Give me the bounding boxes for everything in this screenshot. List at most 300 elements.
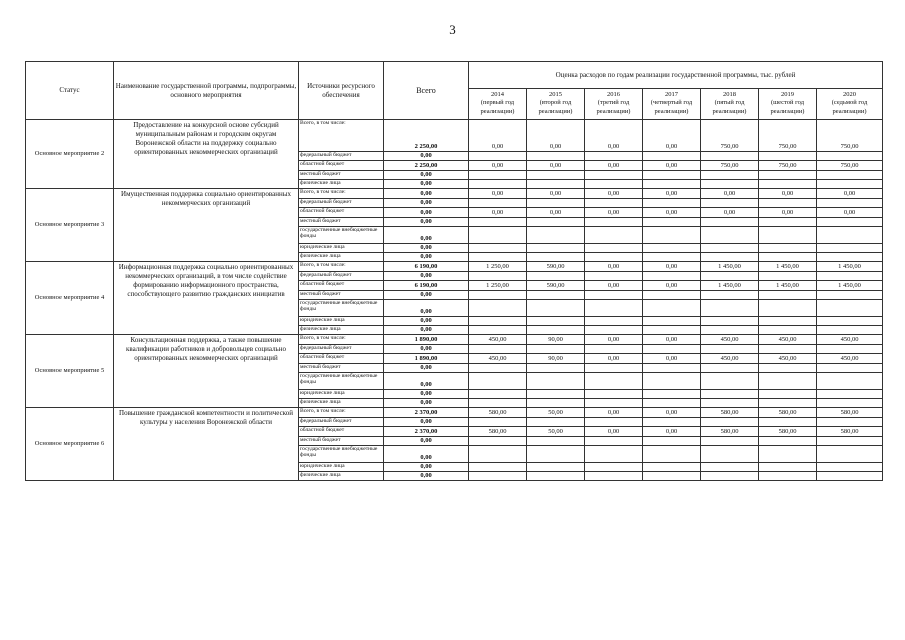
total-cell: 0,00	[384, 437, 469, 446]
total-cell: 0,00	[384, 291, 469, 300]
year-label: (первый год реализации)	[480, 99, 515, 115]
year-value-cell: 50,00	[527, 427, 585, 437]
year-value-cell	[469, 199, 527, 208]
year-value-cell: 0,00	[469, 189, 527, 199]
year-value-cell	[469, 253, 527, 262]
year-value-cell	[759, 199, 817, 208]
total-cell: 0,00	[384, 272, 469, 281]
year-value-cell	[585, 437, 643, 446]
total-cell: 0,00	[384, 472, 469, 481]
page-number: 3	[449, 22, 456, 37]
year-value-cell	[817, 227, 883, 244]
year-value-cell	[527, 244, 585, 253]
year-value-cell: 750,00	[759, 120, 817, 152]
source-cell: Всего, в том числе:	[299, 120, 384, 152]
total-cell: 0,00	[384, 199, 469, 208]
budget-table	[25, 61, 883, 481]
status-cell: Основное мероприятие 3	[26, 189, 114, 262]
source-cell: Всего, в том числе:	[299, 262, 384, 272]
year-value-cell: 450,00	[469, 354, 527, 364]
year-value-cell	[817, 418, 883, 427]
total-cell: 0,00	[384, 208, 469, 218]
total-cell: 0,00	[384, 446, 469, 463]
year-number: 2015	[549, 91, 562, 98]
year-value-cell	[527, 472, 585, 481]
year-value-cell	[527, 253, 585, 262]
year-value-cell: 0,00	[585, 120, 643, 152]
year-value-cell	[759, 300, 817, 317]
source-cell: областной бюджет	[299, 208, 384, 218]
year-value-cell	[643, 472, 701, 481]
year-value-cell	[817, 399, 883, 408]
year-value-cell	[817, 364, 883, 373]
year-value-cell	[759, 218, 817, 227]
year-value-cell	[469, 373, 527, 390]
year-label: (седьмой год реализации)	[831, 99, 868, 115]
year-value-cell	[469, 437, 527, 446]
source-cell: областной бюджет	[299, 354, 384, 364]
year-number: 2020	[843, 91, 857, 98]
year-value-cell: 0,00	[585, 208, 643, 218]
table-row	[26, 335, 883, 345]
total-cell: 2 370,00	[384, 408, 469, 418]
measure-name-cell: Имущественная поддержка социально ориентированных некоммерческих организаций	[114, 189, 299, 262]
year-value-cell	[527, 437, 585, 446]
total-cell: 0,00	[384, 364, 469, 373]
year-value-cell	[469, 291, 527, 300]
year-label: (второй год реализации)	[538, 99, 573, 115]
year-value-cell	[469, 345, 527, 354]
year-value-cell: 1 250,00	[469, 281, 527, 291]
year-value-cell	[759, 399, 817, 408]
source-cell: государственные внебюджетные фонды	[299, 300, 384, 317]
source-cell: Всего, в том числе:	[299, 189, 384, 199]
year-number: 2018	[723, 91, 736, 98]
year-value-cell	[643, 326, 701, 335]
year-value-cell	[527, 326, 585, 335]
year-header	[701, 89, 759, 120]
year-number: 2014	[491, 91, 504, 98]
total-cell: 0,00	[384, 390, 469, 399]
year-value-cell	[585, 300, 643, 317]
year-value-cell: 450,00	[817, 354, 883, 364]
year-value-cell	[643, 227, 701, 244]
year-value-cell: 0,00	[527, 120, 585, 152]
source-cell: государственные внебюджетные фонды	[299, 446, 384, 463]
year-value-cell	[701, 463, 759, 472]
year-value-cell	[527, 152, 585, 161]
year-value-cell	[469, 152, 527, 161]
header-sources: Источники ресурсного обеспечения	[299, 62, 384, 120]
year-value-cell: 0,00	[585, 281, 643, 291]
year-value-cell	[817, 180, 883, 189]
year-label: (четвертый год реализации)	[650, 99, 693, 115]
year-value-cell	[527, 399, 585, 408]
year-value-cell	[701, 272, 759, 281]
year-value-cell: 580,00	[469, 408, 527, 418]
year-value-cell: 0,00	[469, 208, 527, 218]
year-value-cell	[585, 291, 643, 300]
year-value-cell	[701, 418, 759, 427]
year-value-cell	[701, 437, 759, 446]
year-header	[643, 89, 701, 120]
total-cell: 1 890,00	[384, 354, 469, 364]
year-value-cell	[469, 472, 527, 481]
year-value-cell	[585, 218, 643, 227]
table-row	[26, 189, 883, 199]
year-value-cell: 0,00	[527, 208, 585, 218]
year-value-cell	[527, 446, 585, 463]
year-value-cell	[701, 373, 759, 390]
year-value-cell	[759, 364, 817, 373]
total-cell: 2 250,00	[384, 161, 469, 171]
year-value-cell: 1 450,00	[701, 262, 759, 272]
year-value-cell: 90,00	[527, 354, 585, 364]
year-value-cell: 0,00	[643, 354, 701, 364]
status-cell: Основное мероприятие 5	[26, 335, 114, 408]
year-value-cell: 0,00	[585, 262, 643, 272]
year-value-cell	[817, 253, 883, 262]
year-value-cell	[817, 345, 883, 354]
total-cell: 0,00	[384, 317, 469, 326]
year-value-cell	[585, 152, 643, 161]
year-value-cell	[701, 199, 759, 208]
status-cell: Основное мероприятие 4	[26, 262, 114, 335]
year-value-cell	[759, 373, 817, 390]
year-value-cell	[759, 390, 817, 399]
year-value-cell: 750,00	[701, 120, 759, 152]
year-value-cell: 0,00	[643, 408, 701, 418]
year-value-cell: 50,00	[527, 408, 585, 418]
source-cell: физические лица	[299, 326, 384, 335]
year-value-cell	[527, 463, 585, 472]
year-value-cell	[643, 180, 701, 189]
total-cell: 0,00	[384, 399, 469, 408]
year-value-cell: 0,00	[527, 189, 585, 199]
year-value-cell	[759, 253, 817, 262]
total-cell: 0,00	[384, 218, 469, 227]
year-value-cell	[759, 472, 817, 481]
year-value-cell	[527, 300, 585, 317]
year-number: 2016	[607, 91, 620, 98]
year-header	[817, 89, 883, 120]
year-value-cell	[817, 300, 883, 317]
year-value-cell	[585, 326, 643, 335]
year-value-cell	[469, 418, 527, 427]
year-value-cell: 0,00	[469, 161, 527, 171]
year-value-cell	[759, 437, 817, 446]
source-cell: федеральный бюджет	[299, 345, 384, 354]
table-row	[26, 408, 883, 418]
year-value-cell	[527, 390, 585, 399]
source-cell: федеральный бюджет	[299, 418, 384, 427]
header-row-1	[26, 62, 883, 89]
year-value-cell	[701, 253, 759, 262]
year-value-cell	[585, 390, 643, 399]
year-value-cell	[585, 180, 643, 189]
year-value-cell	[817, 244, 883, 253]
year-value-cell	[469, 317, 527, 326]
year-value-cell: 450,00	[759, 354, 817, 364]
year-value-cell	[469, 171, 527, 180]
total-cell: 0,00	[384, 373, 469, 390]
year-value-cell	[469, 364, 527, 373]
year-value-cell: 450,00	[469, 335, 527, 345]
source-cell: государственные внебюджетные фонды	[299, 373, 384, 390]
total-cell: 0,00	[384, 180, 469, 189]
year-value-cell: 0,00	[585, 161, 643, 171]
year-value-cell	[469, 244, 527, 253]
year-value-cell	[469, 180, 527, 189]
year-value-cell	[643, 171, 701, 180]
year-value-cell: 580,00	[701, 408, 759, 418]
year-value-cell	[701, 317, 759, 326]
year-value-cell	[817, 446, 883, 463]
year-value-cell	[527, 180, 585, 189]
total-cell: 0,00	[384, 152, 469, 161]
year-value-cell	[817, 218, 883, 227]
year-value-cell: 0,00	[585, 354, 643, 364]
source-cell: местный бюджет	[299, 171, 384, 180]
year-value-cell	[759, 152, 817, 161]
year-value-cell: 0,00	[585, 427, 643, 437]
year-value-cell	[817, 317, 883, 326]
year-value-cell	[759, 345, 817, 354]
year-value-cell	[585, 253, 643, 262]
year-value-cell	[585, 463, 643, 472]
source-cell: государственные внебюджетные фонды	[299, 227, 384, 244]
year-value-cell: 580,00	[759, 427, 817, 437]
table-row	[26, 120, 883, 152]
status-cell: Основное мероприятие 6	[26, 408, 114, 481]
year-value-cell	[585, 373, 643, 390]
year-value-cell	[643, 253, 701, 262]
year-value-cell	[759, 446, 817, 463]
year-header	[469, 89, 527, 120]
year-value-cell	[527, 218, 585, 227]
year-value-cell	[759, 317, 817, 326]
year-value-cell	[759, 171, 817, 180]
header-status: Статус	[26, 62, 114, 120]
source-cell: федеральный бюджет	[299, 272, 384, 281]
measure-name-cell: Информационная поддержка социально ориентированных некоммерческих организаций, в том числе содействие формированию информационного пространства, способствующего развитию гражданских инициатив	[114, 262, 299, 335]
total-cell: 6 190,00	[384, 281, 469, 291]
header-estimate: Оценка расходов по годам реализации государственной программы, тыс. рублей	[469, 62, 883, 89]
year-value-cell	[701, 171, 759, 180]
source-cell: местный бюджет	[299, 218, 384, 227]
year-value-cell	[701, 345, 759, 354]
total-cell: 2 250,00	[384, 120, 469, 152]
source-cell: областной бюджет	[299, 281, 384, 291]
year-header	[585, 89, 643, 120]
measure-name-cell: Консультационная поддержка, а также повышение квалификации работников и добровольцев социально ориентированных некоммерческих организаций	[114, 335, 299, 408]
source-cell: Всего, в том числе:	[299, 408, 384, 418]
year-value-cell: 0,00	[643, 427, 701, 437]
year-value-cell	[527, 364, 585, 373]
total-cell: 0,00	[384, 300, 469, 317]
total-cell: 0,00	[384, 171, 469, 180]
year-value-cell	[527, 418, 585, 427]
total-cell: 0,00	[384, 189, 469, 199]
year-value-cell: 580,00	[817, 408, 883, 418]
year-value-cell	[527, 199, 585, 208]
year-value-cell: 450,00	[817, 335, 883, 345]
year-value-cell	[527, 291, 585, 300]
year-value-cell	[701, 472, 759, 481]
year-value-cell: 590,00	[527, 262, 585, 272]
year-value-cell	[527, 345, 585, 354]
source-cell: Всего, в том числе:	[299, 335, 384, 345]
year-header	[527, 89, 585, 120]
year-value-cell	[701, 300, 759, 317]
year-value-cell	[817, 152, 883, 161]
source-cell: местный бюджет	[299, 364, 384, 373]
year-value-cell: 0,00	[643, 120, 701, 152]
year-value-cell	[643, 291, 701, 300]
year-value-cell	[527, 317, 585, 326]
year-value-cell	[817, 463, 883, 472]
year-value-cell	[759, 227, 817, 244]
year-value-cell	[469, 218, 527, 227]
source-cell: юридические лица	[299, 390, 384, 399]
year-value-cell	[817, 472, 883, 481]
year-value-cell	[817, 326, 883, 335]
year-header	[759, 89, 817, 120]
year-value-cell: 0,00	[469, 120, 527, 152]
year-value-cell	[585, 199, 643, 208]
year-value-cell	[701, 227, 759, 244]
year-label: (шестой год реализации)	[770, 99, 805, 115]
year-value-cell: 0,00	[759, 208, 817, 218]
year-value-cell	[759, 326, 817, 335]
year-value-cell	[759, 291, 817, 300]
year-value-cell	[643, 199, 701, 208]
year-value-cell	[469, 326, 527, 335]
year-value-cell: 1 450,00	[759, 281, 817, 291]
year-value-cell	[759, 418, 817, 427]
year-value-cell: 1 450,00	[817, 281, 883, 291]
total-cell: 0,00	[384, 345, 469, 354]
status-cell: Основное мероприятие 2	[26, 120, 114, 189]
year-value-cell	[585, 244, 643, 253]
total-cell: 0,00	[384, 418, 469, 427]
year-value-cell: 0,00	[701, 189, 759, 199]
year-value-cell: 0,00	[643, 189, 701, 199]
year-value-cell: 750,00	[817, 120, 883, 152]
year-value-cell: 90,00	[527, 335, 585, 345]
year-value-cell	[817, 437, 883, 446]
year-value-cell: 1 450,00	[701, 281, 759, 291]
year-value-cell	[643, 317, 701, 326]
year-value-cell: 0,00	[643, 335, 701, 345]
year-value-cell	[817, 199, 883, 208]
total-cell: 6 190,00	[384, 262, 469, 272]
year-number: 2017	[665, 91, 678, 98]
year-value-cell	[817, 291, 883, 300]
year-value-cell	[701, 390, 759, 399]
year-value-cell: 580,00	[759, 408, 817, 418]
year-value-cell: 1 450,00	[817, 262, 883, 272]
year-value-cell	[643, 218, 701, 227]
year-value-cell	[469, 446, 527, 463]
year-value-cell: 0,00	[759, 189, 817, 199]
year-value-cell	[643, 364, 701, 373]
year-value-cell: 750,00	[701, 161, 759, 171]
year-value-cell	[643, 272, 701, 281]
year-value-cell	[585, 364, 643, 373]
source-cell: местный бюджет	[299, 291, 384, 300]
year-value-cell	[585, 317, 643, 326]
source-cell: юридические лица	[299, 317, 384, 326]
year-value-cell: 0,00	[643, 208, 701, 218]
year-value-cell	[643, 399, 701, 408]
year-value-cell	[527, 272, 585, 281]
year-value-cell	[585, 399, 643, 408]
source-cell: юридические лица	[299, 463, 384, 472]
year-value-cell	[817, 171, 883, 180]
year-value-cell: 0,00	[585, 335, 643, 345]
total-cell: 0,00	[384, 227, 469, 244]
year-value-cell	[817, 272, 883, 281]
year-value-cell	[701, 399, 759, 408]
year-value-cell	[701, 364, 759, 373]
year-value-cell	[701, 218, 759, 227]
year-value-cell	[643, 373, 701, 390]
year-value-cell: 1 450,00	[759, 262, 817, 272]
total-cell: 1 890,00	[384, 335, 469, 345]
year-value-cell: 0,00	[817, 208, 883, 218]
measure-name-cell: Повышение гражданской компетентности и политической культуры у населения Воронежской области	[114, 408, 299, 481]
source-cell: юридические лица	[299, 244, 384, 253]
source-cell: федеральный бюджет	[299, 199, 384, 208]
year-value-cell	[701, 180, 759, 189]
year-value-cell: 0,00	[817, 189, 883, 199]
year-number: 2019	[781, 91, 794, 98]
year-value-cell	[585, 227, 643, 244]
year-value-cell	[759, 180, 817, 189]
year-label: (третий год реализации)	[596, 99, 631, 115]
source-cell: федеральный бюджет	[299, 152, 384, 161]
year-value-cell: 750,00	[759, 161, 817, 171]
year-value-cell: 580,00	[701, 427, 759, 437]
year-value-cell	[527, 171, 585, 180]
total-cell: 2 370,00	[384, 427, 469, 437]
year-value-cell	[469, 272, 527, 281]
year-value-cell	[701, 326, 759, 335]
year-value-cell	[701, 291, 759, 300]
year-value-cell	[643, 345, 701, 354]
year-value-cell	[469, 463, 527, 472]
year-value-cell: 0,00	[643, 262, 701, 272]
total-cell: 0,00	[384, 326, 469, 335]
year-value-cell: 0,00	[585, 189, 643, 199]
year-value-cell	[469, 399, 527, 408]
year-value-cell	[585, 345, 643, 354]
year-value-cell	[817, 390, 883, 399]
source-cell: областной бюджет	[299, 427, 384, 437]
year-value-cell	[643, 437, 701, 446]
source-cell: физические лица	[299, 399, 384, 408]
year-value-cell	[585, 446, 643, 463]
year-value-cell	[643, 463, 701, 472]
source-cell: физические лица	[299, 472, 384, 481]
year-value-cell	[759, 272, 817, 281]
year-value-cell	[643, 300, 701, 317]
year-value-cell	[643, 418, 701, 427]
year-value-cell	[585, 472, 643, 481]
source-cell: областной бюджет	[299, 161, 384, 171]
year-value-cell: 580,00	[817, 427, 883, 437]
